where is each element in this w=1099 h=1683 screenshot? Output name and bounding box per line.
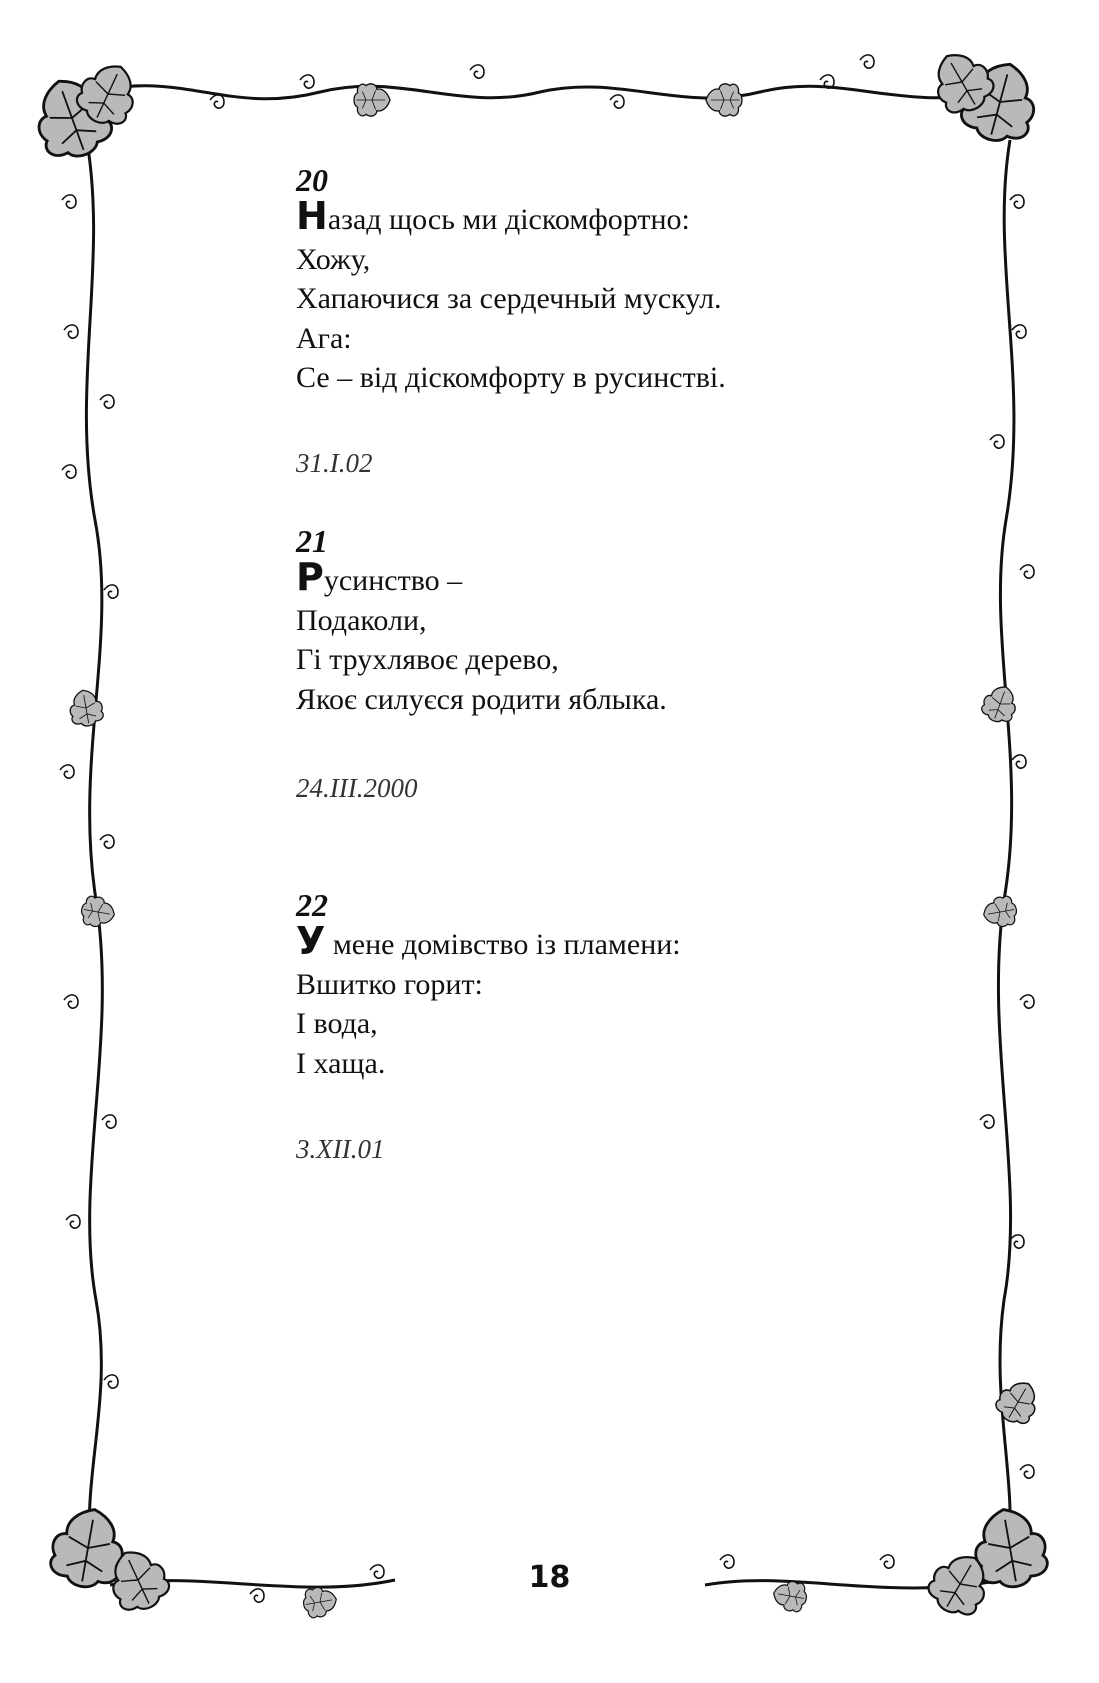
poem-line: Хожу, (296, 242, 371, 276)
poem-number: 22 (296, 887, 328, 923)
poem-date: 31.I.02 (296, 448, 373, 478)
poem-20 (296, 160, 1016, 478)
first-line-text: усинство – (323, 564, 463, 597)
poem-line (296, 194, 1016, 240)
poem-line: І вода, (296, 1007, 378, 1040)
poem-22 (296, 885, 1016, 1164)
poem-number: 20 (296, 162, 328, 198)
poem-line: Хапаючися за сердечный мускул. (296, 282, 722, 315)
poem-line: Ага: (296, 321, 352, 355)
drop-initial: Р (296, 555, 324, 599)
poem-line (296, 555, 1016, 601)
poem-21 (296, 521, 1016, 803)
poem-date: 24.III.2000 (296, 773, 418, 803)
poem-line: Вшитко горит: (296, 967, 483, 1001)
first-line-text: азад щось ми діскомфортно: (327, 203, 690, 236)
drop-initial: У (296, 919, 326, 963)
drop-initial: Н (296, 194, 328, 238)
first-line-text: мене домівство із пламени: (325, 928, 681, 961)
poem-line: Якоє силуєся родити яблыка. (296, 682, 667, 716)
poem-line: І хаща. (296, 1046, 386, 1080)
poem-line: Гі трухлявоє дерево, (296, 643, 559, 676)
poem-line: Подаколи, (296, 603, 427, 637)
page-number: 18 (528, 1560, 571, 1595)
poem-line (296, 919, 1016, 965)
poem-number: 21 (296, 523, 328, 559)
poem-date: 3.XII.01 (296, 1134, 385, 1164)
poem-line: Се – від діскомфорту в русинстві. (296, 361, 726, 394)
